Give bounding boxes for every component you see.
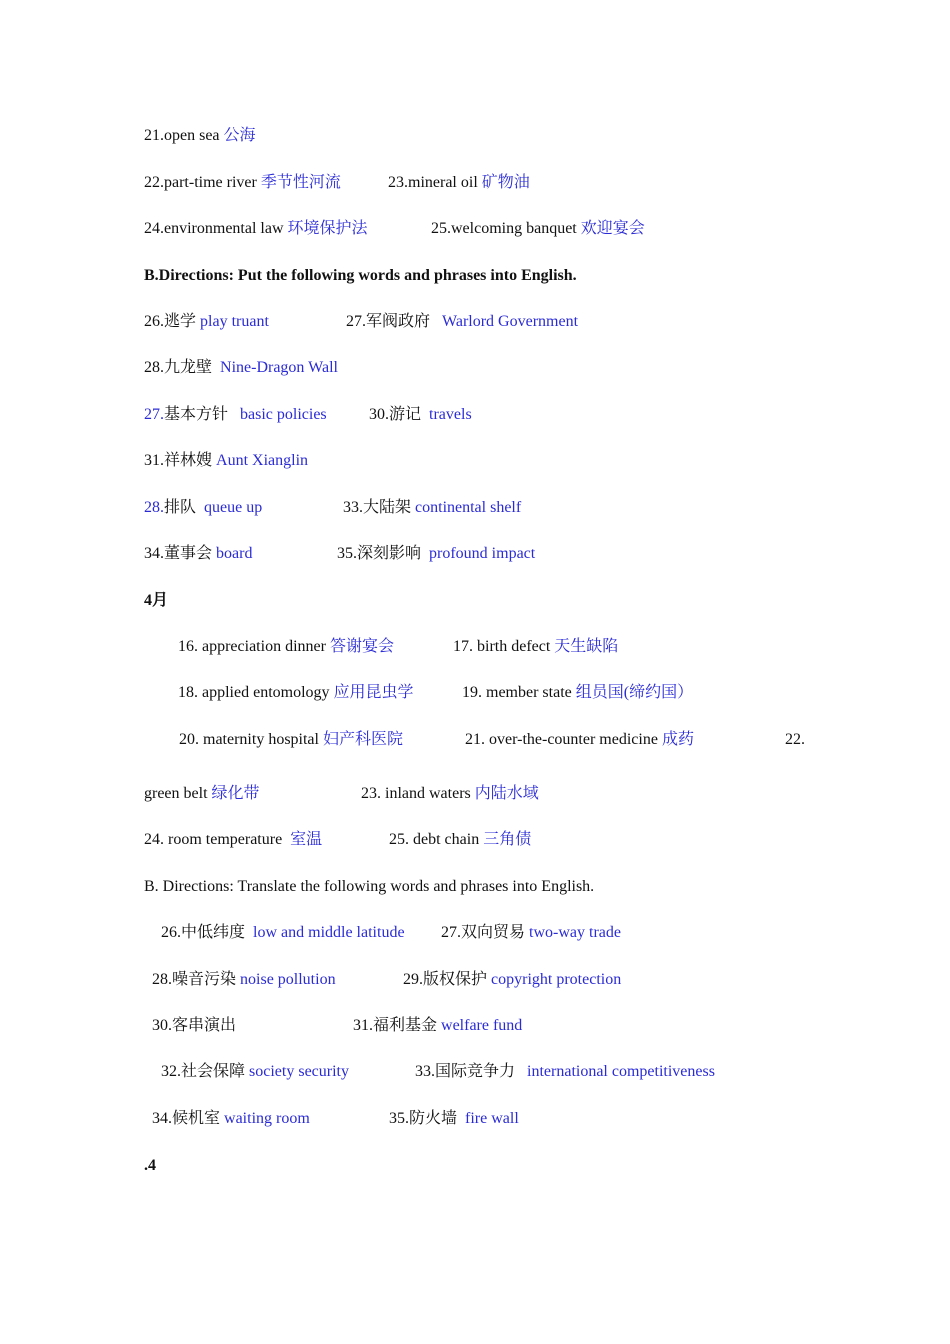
chinese-term: 答谢宴会 [329,638,394,655]
english-term: copyright protection [491,971,622,988]
english-term: room temperature [168,831,283,848]
entry [389,830,531,850]
entry [161,923,405,943]
entry [178,683,414,703]
item-number: 18. [178,684,198,701]
english-term: inland waters [385,785,471,802]
entry [441,923,621,943]
item-number: 34. [144,545,164,562]
entry [161,1062,349,1082]
english-term: travels [429,406,472,423]
section-heading: B. Directions: Translate the following words and phrases into English. [144,878,595,895]
entry [431,219,645,239]
chinese-term: 版权保护 [423,971,488,988]
chinese-term: 绿化带 [211,785,260,802]
item-number: 19. [462,684,482,701]
entry [152,1016,236,1036]
item-number: 25. [431,220,451,237]
entry [369,405,472,425]
chinese-term: 深刻影响 [357,545,422,562]
chinese-term: 矿物油 [481,174,530,191]
chinese-term: 排队 [164,499,197,516]
english-term: basic policies [240,406,327,423]
english-term: mineral oil [408,174,478,191]
entry [152,1109,310,1129]
item-number: 21. [144,127,164,144]
chinese-term: 三角债 [483,831,532,848]
chinese-term: 中低纬度 [181,924,246,941]
item-number: 24. [144,220,164,237]
item-number: 26. [161,924,181,941]
item-number: 20. [179,731,199,748]
english-term: Warlord Government [442,313,579,330]
entry [144,498,262,518]
chinese-term: 大陆架 [363,499,412,516]
item-number: 23. [361,785,381,802]
entry [337,544,535,564]
item-number: 21. [465,731,485,748]
item-number: 22. [785,731,805,748]
english-term: open sea [164,127,220,144]
item-number: 32. [161,1063,181,1080]
chinese-term: 九龙壁 [164,359,213,376]
entry [462,683,693,703]
english-term: continental shelf [415,499,522,516]
chinese-term: 内陆水域 [474,785,539,802]
entry [144,173,341,193]
english-term: over-the-counter medicine [489,731,658,748]
english-term: green belt [144,785,208,802]
item-number: 16. [178,638,198,655]
item-number: 30. [369,406,389,423]
english-term: part-time river [164,174,257,191]
english-term: society security [249,1063,349,1080]
entry [403,970,621,990]
section-heading: B.Directions: Put the following words and phrases into English. [144,267,577,284]
english-term: applied entomology [202,684,330,701]
chinese-term: 客串演出 [172,1017,237,1034]
entry [144,830,322,850]
english-term: fire wall [465,1110,519,1127]
entry [144,126,256,146]
item-number: 33. [343,499,363,516]
entry [453,637,618,657]
chinese-term: 公海 [223,127,256,144]
entry [144,219,368,239]
item-number: 26. [144,313,164,330]
chinese-term: 逃学 [164,313,197,330]
chinese-term: 基本方针 [164,406,229,423]
english-term: welcoming banquet [451,220,577,237]
english-term: Nine-Dragon Wall [220,359,338,376]
item-number: 22. [144,174,164,191]
entry [415,1062,715,1082]
chinese-term: 应用昆虫学 [333,684,414,701]
item-number: 33. [415,1063,435,1080]
english-term: birth defect [477,638,551,655]
english-term: international competitiveness [527,1063,715,1080]
chinese-term: 董事会 [164,545,213,562]
chinese-term: 噪音污染 [172,971,237,988]
item-number: 27. [441,924,461,941]
item-number: 30. [152,1017,172,1034]
item-number: 28. [152,971,172,988]
chinese-term: 环境保护法 [287,220,368,237]
section-marker: .4 [144,1157,156,1174]
english-term: low and middle latitude [253,924,405,941]
english-term: maternity hospital [203,731,319,748]
entry [389,1109,519,1129]
chinese-term: 国际竞争力 [435,1063,516,1080]
item-number: 24. [144,831,164,848]
entry [152,970,336,990]
chinese-term: 欢迎宴会 [580,220,645,237]
item-number: 27. [346,313,366,330]
month-heading: 4月 [144,592,169,609]
entry [343,498,521,518]
entry [144,312,269,332]
entry [361,784,539,804]
item-number: 27. [144,406,164,423]
chinese-term: 成药 [661,731,694,748]
item-number: 35. [389,1110,409,1127]
english-term: two-way trade [529,924,621,941]
item-number: 28. [144,359,164,376]
entry [144,405,327,425]
chinese-term: 季节性河流 [260,174,341,191]
chinese-term: 祥林嫂 [164,452,213,469]
english-term: play truant [200,313,269,330]
item-number: 25. [389,831,409,848]
english-term: environmental law [164,220,284,237]
english-term: profound impact [429,545,536,562]
chinese-term: 组员国(缔约国） [575,684,694,701]
entry [346,312,578,332]
entry [144,358,338,378]
item-number: 29. [403,971,423,988]
item-number: 31. [144,452,164,469]
english-term: appreciation dinner [202,638,326,655]
english-term: noise pollution [240,971,336,988]
entry [465,730,694,750]
entry [388,173,530,193]
english-term: member state [486,684,572,701]
item-number: 35. [337,545,357,562]
chinese-term: 军阀政府 [366,313,431,330]
entry [178,637,394,657]
item-number: 23. [388,174,408,191]
item-number: 17. [453,638,473,655]
chinese-term: 天生缺陷 [554,638,619,655]
entry [179,730,403,750]
chinese-term: 福利基金 [373,1017,438,1034]
item-number: 31. [353,1017,373,1034]
chinese-term: 妇产科医院 [322,731,403,748]
english-term: queue up [204,499,263,516]
english-term: debt chain [413,831,480,848]
chinese-term: 社会保障 [181,1063,246,1080]
entry [144,451,308,471]
entry [353,1016,522,1036]
english-term: board [216,545,253,562]
chinese-term: 防火墙 [409,1110,458,1127]
english-term: waiting room [224,1110,310,1127]
entry [144,544,252,564]
entry [144,784,260,804]
chinese-term: 室温 [290,831,323,848]
item-number: 34. [152,1110,172,1127]
chinese-term: 候机室 [172,1110,221,1127]
chinese-term: 游记 [389,406,422,423]
english-term: Aunt Xianglin [216,452,309,469]
english-term: welfare fund [441,1017,523,1034]
chinese-term: 双向贸易 [461,924,526,941]
item-number: 28. [144,499,164,516]
